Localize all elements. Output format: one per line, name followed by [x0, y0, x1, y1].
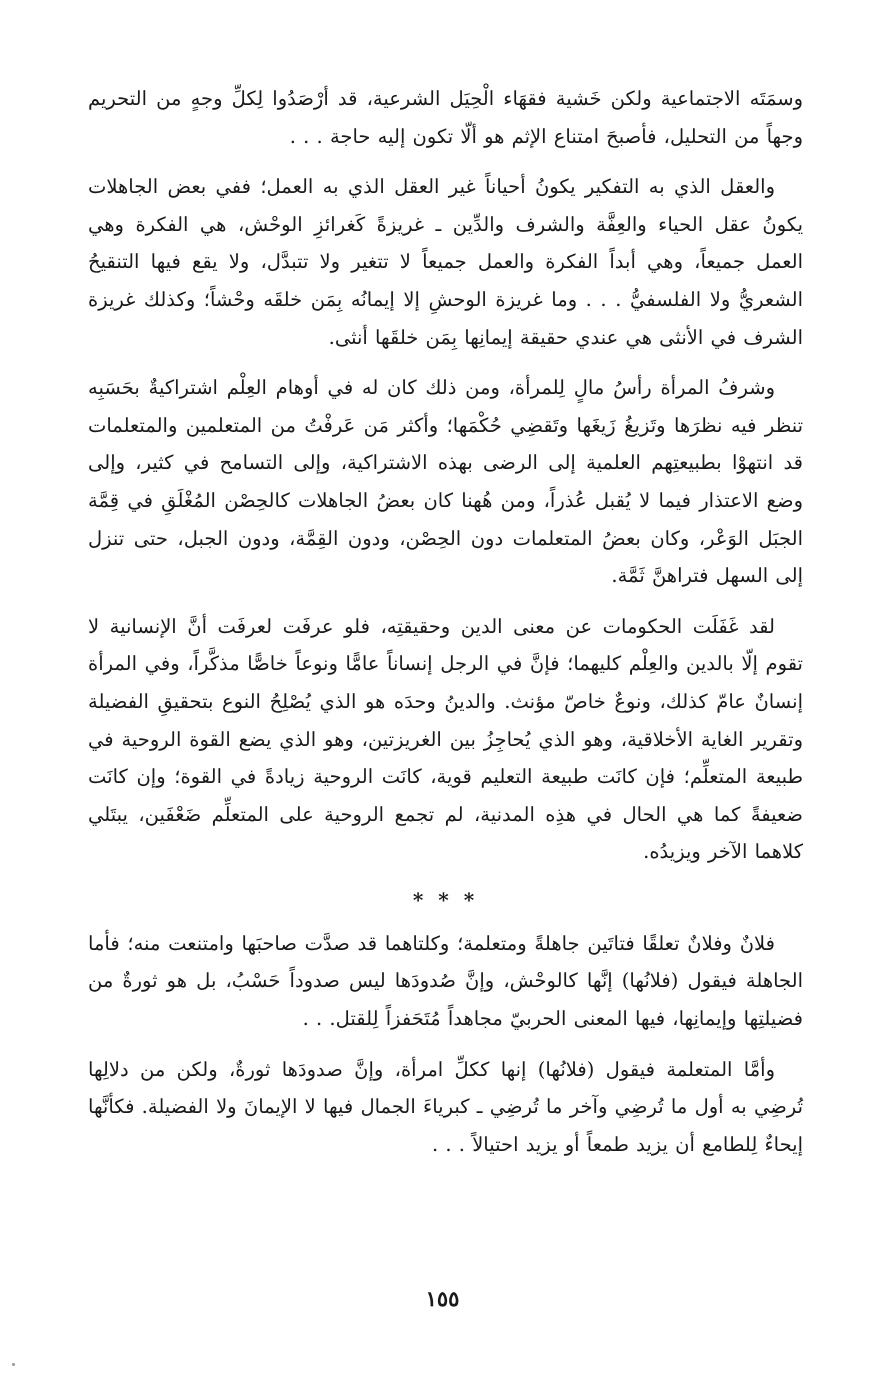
- paragraph-governments-and-religion: لقد غَفَلَت الحكومات عن معنى الدين وحقيقتِه، فلو عرفَت لعرفَت أنَّ الإنسانية لا تقوم إلّا بالدين والعِلْم كليهما؛ فإنَّ في الرجل إنساناً عامًّا ونوعاً خاصًّا مذكَّراً، وفي المرأة إنسانٌ عامّ كذلك، ونوعٌ خاصّ مؤنث. والدينُ وحدَه هو الذي يُصْلِحُ النوع بتحقيقِ الفضيلة وتقرير الغاية الأخلاقية، وهو الذي يُحاجِزُ بين الغريزتين، وهو الذي يضع القوة الروحية في طبيعة المتعلِّم؛ فإن كانَت طبيعة التعليم قوية، كانَت الروحية زيادةً في القوة؛ وإن كانَت ضعيفةً كما هي الحال في هذِه المدنية، لم تجمع الروحية على المتعلِّم ضَعْفَين، يبتَلي كلاهما الآخر ويزيدُه.: [88, 614, 803, 864]
- page-number: ١٥٥: [425, 1286, 460, 1311]
- paragraph-continuation: وسمَتَه الاجتماعية ولكن خَشية فقهَاء الْحِيَل الشرعية، قد أرْصَدُوا لِكلِّ وجهٍ من التحريم وجهاً من التحليل، فأصبحَ امتناع الإثم هو ألّا تكون إليه حاجة . . .: [88, 87, 803, 148]
- paragraph-two-girls: فلانٌ وفلانٌ تعلقًا فتاتَين جاهلةً ومتعلمة؛ وكلتاهما قد صدَّت صاحبَها وامتنعت منه؛ فأما الجاهلة فيقول (فلانُها) إنَّها كالوحْش، وإنَّ صُدودَها ليس صدوداً حَسْبُ، بل هو ثورةٌ من فضيلتِها وإيمانِها، فيها المعنى الحربيّ مجاهداً مُتَحَفزاً لِلقتل. . .: [88, 931, 803, 1031]
- paragraph-mind-and-instinct: والعقل الذي به التفكير يكونُ أحياناً غير العقل الذي به العمل؛ ففي بعض الجاهلات يكونُ عقل الحياء والعِفَّة والشرف والدِّين ـ غريزةً كَغرائزِ الوحْش، هي الفكرة وهي العمل جميعاً، وهي أبداً الفكرة والعمل جميعاً لا تتغير ولا تتبدَّل، ولا يقع فيها التنقيحُ الشعريُّ ولا الفلسفيُّ . . . وما غريزة الوحشِ إلا إيمانُه بِمَن خلقَه وحْشاً؛ وكذلك غريزة الشرف في الأنثى هي عندي حقيقة إيمانِها بِمَن خلقَها أنثى.: [88, 175, 803, 349]
- section-separator: * * *: [412, 887, 479, 912]
- paragraph-educated-girl: وأمَّا المتعلمة فيقول (فلانُها) إنها ككلِّ امرأة، وإنَّ صدودَها ثورةٌ، ولكن من دلالِها تُرضِي به أول ما تُرضِي وآخر ما تُرضِي ـ كبرياءَ الجمال فيها لا الإيمانَ ولا الفضيلة. فكأنَّها إيحاءٌ لِلطامع أن يزيد طمعاً أو يزيد احتيالاً . . .: [88, 1057, 803, 1156]
- scan-speck: [12, 1363, 15, 1366]
- paragraph-honor-of-woman: وشرفُ المرأة رأسُ مالٍ لِلمرأة، ومن ذلك كان له في أوهام العِلْم اشتراكيةٌ بحَسَبِه تنظر فيه نظرَها وتَزيغُ زَيغَها وتَقضِي حُكْمَها؛ وأكثر مَن عَرفْتُ من المتعلمين والمتعلمات قد انتهوْا بطبيعتِهم العلمية إلى الرضى بهذه الاشتراكية، وإلى التسامح في كثير، وإلى وضع الاعتذار فيما لا يُقبل عُذراً، ومن هُهنا كان بعضُ الجاهلات كالحِصْن المُغْلَقِ في قِمَّة الجبَل الوَعْر، وكان بعضُ المتعلمات دون الحِصْن، ودون القِمَّة، ودون الجبل، حتى تنزل إلى السهل فتراهنَّ ثَمَّة.: [88, 376, 803, 588]
